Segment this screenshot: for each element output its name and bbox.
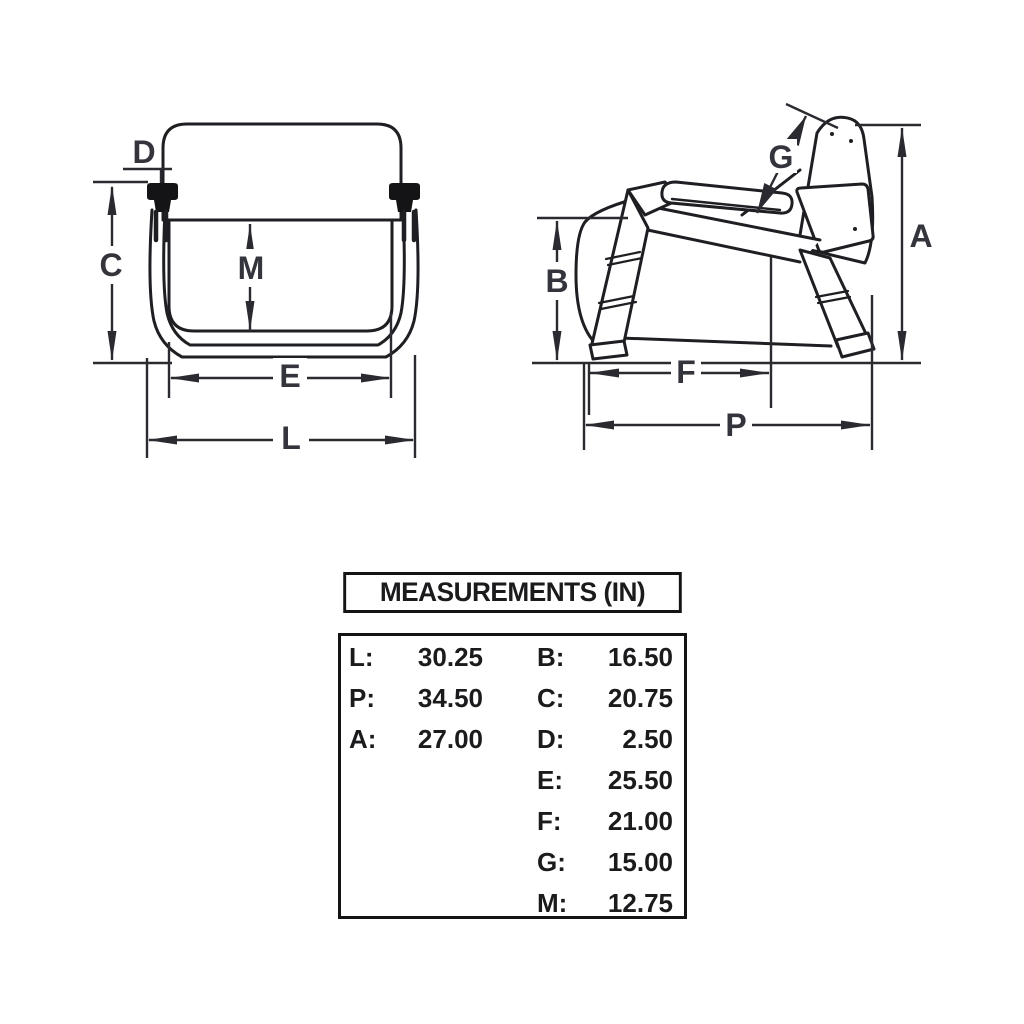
measurements-table <box>338 572 687 918</box>
side-rear-leg <box>800 250 868 347</box>
front-frame-inner <box>164 210 405 345</box>
table-row <box>349 637 483 678</box>
dim-c-arrow-up <box>108 185 117 215</box>
dim-e-arrow-left <box>169 374 199 383</box>
dim-c-arrow-down <box>108 331 117 361</box>
table-row <box>537 719 673 760</box>
table-row <box>537 801 673 842</box>
measure-key: C: <box>537 683 565 713</box>
front-frame-outer <box>150 210 418 357</box>
measure-value: 25.50 <box>607 765 673 795</box>
measure-value: 34.50 <box>417 683 483 713</box>
measure-key: P: <box>349 683 375 713</box>
side-view-drawing <box>576 117 874 359</box>
measure-value: 27.00 <box>417 724 483 754</box>
dim-e-arrow-right <box>361 374 391 383</box>
front-left-arm-cap <box>147 183 178 212</box>
dim-label-g: G <box>768 139 794 175</box>
measurements-table-body <box>338 633 687 919</box>
dim-label-b: B <box>545 263 569 299</box>
dim-label-a: A <box>909 218 933 254</box>
table-row <box>537 842 673 883</box>
dim-d-leader-lines <box>93 169 172 183</box>
side-view-dimensions <box>532 104 933 450</box>
measure-value: 15.00 <box>607 847 673 877</box>
dim-p-arrow-right <box>841 421 871 430</box>
dim-l-arrow-right <box>385 436 415 445</box>
table-row <box>537 637 673 678</box>
front-view-drawing <box>147 124 420 357</box>
dim-f-arrow-right <box>740 369 770 378</box>
dim-m-arrow-down <box>246 301 255 331</box>
measure-key: M: <box>537 888 568 918</box>
measure-key: B: <box>537 642 565 672</box>
panel-dot <box>853 227 857 231</box>
measure-key: E: <box>537 765 563 795</box>
dim-b-arrow-up <box>553 220 562 250</box>
dim-p-arrow-left <box>584 421 614 430</box>
measure-key: F: <box>537 806 562 836</box>
table-row <box>349 719 483 760</box>
measure-value: 16.50 <box>607 642 673 672</box>
side-seat-bottom-edge <box>594 337 831 346</box>
dim-l-arrow-left <box>147 436 177 445</box>
dim-label-d: D <box>132 134 156 170</box>
measure-value: 21.00 <box>607 806 673 836</box>
dim-label-p: P <box>725 407 747 443</box>
side-front-foot <box>590 341 627 359</box>
table-row <box>537 760 673 801</box>
dim-label-l: L <box>281 420 301 456</box>
backrest-dot <box>849 139 853 143</box>
measurements-table-title: MEASUREMENTS (IN) <box>343 572 682 613</box>
dim-label-c: C <box>99 247 123 283</box>
measure-key: A: <box>349 724 377 754</box>
table-row <box>349 678 483 719</box>
front-view-dimensions <box>93 134 415 458</box>
measurements-right-column <box>537 637 673 924</box>
front-right-arm-cap <box>389 183 420 212</box>
table-row <box>537 678 673 719</box>
front-seat-cushion <box>169 221 392 331</box>
dim-a-arrow-up <box>898 127 907 157</box>
measurements-left-column <box>349 637 483 760</box>
measure-value: 20.75 <box>607 683 673 713</box>
dim-f-arrow-left <box>589 369 619 378</box>
measure-value: 30.25 <box>417 642 483 672</box>
backrest-dot <box>830 132 834 136</box>
front-arm-posts <box>156 212 414 240</box>
dim-b-arrow-down <box>553 331 562 361</box>
measure-key: D: <box>537 724 565 754</box>
front-backrest-outline <box>163 124 401 220</box>
measure-key: L: <box>349 642 374 672</box>
dim-label-e: E <box>279 358 301 394</box>
table-row <box>537 883 673 924</box>
side-front-leg <box>591 190 648 348</box>
measure-value: 12.75 <box>607 888 673 918</box>
dim-a-arrow-down <box>898 331 907 361</box>
measure-key: G: <box>537 847 566 877</box>
measure-value: 2.50 <box>622 724 673 754</box>
dim-label-m: M <box>237 250 265 286</box>
dim-label-f: F <box>676 354 696 390</box>
